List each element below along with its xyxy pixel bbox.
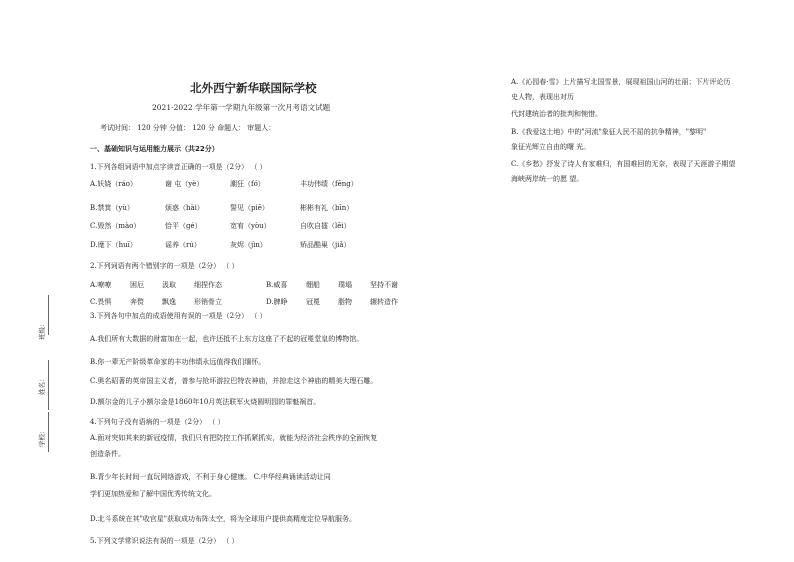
q1-stem: 1.下列各组词语中加点字读音正确的一项是（2分） （ ） — [90, 163, 267, 171]
q4-b-line2: 学们更加热爱和了解中国优秀传统文化。 — [90, 490, 216, 498]
q4-b-line1: B.青少年长时间一直玩网络游戏，不利于身心健康。 C.中华经典诵读活动让同 — [90, 473, 331, 481]
exam-subtitle: 2021-2022 学年第一学期九年级第一次月考语文试题 — [152, 103, 331, 112]
class-label: 班级： — [38, 320, 46, 340]
binding-line-bottom — [48, 412, 49, 452]
q5-stem: 5.下列文学常识说法有误的一项是（2分） （ ） — [90, 537, 239, 545]
q2-stem: 2.下列词语有两个错别字的一项是（2分） （ ） — [90, 262, 239, 270]
q2-r2-8: 辗转造作 — [370, 298, 398, 306]
q1-d-1: D.麾下（huī） — [90, 241, 137, 249]
binding-line-top — [48, 295, 49, 335]
right-a-line2: 史人物，表现出对历 — [511, 93, 574, 101]
q2-r2-4: 形销骨立 — [194, 298, 222, 306]
section-heading: 一、基础知识与运用能力展示（共22分） — [90, 145, 219, 153]
q3-c: C.奥名昭著的英帝国主义者，普参与抢坏游拉巴特农神庙，并掠走这个神庙的精美大理石雕。 — [90, 377, 378, 385]
q1-d-3: 灰烬（jìn） — [230, 241, 267, 249]
q2-r1-1: A.嘹嘹 — [90, 281, 112, 289]
q1-c-3: 宽宥（yòu） — [230, 222, 271, 230]
q1-d-4: 矫品酷巢（jiǎ） — [300, 241, 351, 249]
right-a-line1: A.《沁园春·雪》上片描写北国雪景，展现祖国山河的壮丽；下片评论历 — [511, 78, 731, 86]
q4-a-line2: 创造条件。 — [90, 450, 125, 458]
right-c-line1: C.《乡愁》抒发了诗人有家难归，有国难回的无奈，表现了天涯游子期望 — [511, 160, 736, 168]
q1-a-3: 潮狂（fó） — [230, 180, 265, 188]
q1-b-4: 彬彬有礼（bīn） — [300, 204, 354, 212]
q3-b: B.你一辈无产阶级革命家的丰功伟绩永远值得我们缅怀。 — [90, 358, 266, 366]
q1-c-4: 自吹自擂（lěi） — [300, 222, 351, 230]
q2-r1-2: 困厄 — [130, 281, 144, 289]
q2-r2-5: D.脾睁 — [266, 298, 288, 306]
q2-r1-3: 汲取 — [162, 281, 176, 289]
q2-r2-1: C.畏惧 — [90, 298, 112, 306]
q1-b-2: 烦惑（hài） — [165, 204, 204, 212]
q2-r1-5: B.威喜 — [266, 281, 288, 289]
name-label: 姓名： — [38, 375, 46, 395]
right-b-line1: B.《我爱这土地》中的"河流"象征人民不屈的抗争精神，"黎明" — [511, 128, 707, 136]
page-title: 北外西宁新华联国际学校 — [190, 81, 317, 95]
q1-a-2: 谢 屯（yè） — [165, 180, 204, 188]
q3-stem: 3.下列各句中加点的成语使用有误的一项是（2分） （ ） — [90, 312, 267, 320]
q1-c-2: 恰平（gé） — [165, 222, 202, 230]
q2-r2-2: 奔赘 — [130, 298, 144, 306]
right-c-line2: 海峡两岸统一的愿 望。 — [511, 175, 584, 183]
q2-r1-8: 坚持不谢 — [370, 281, 398, 289]
q4-a-line1: A.面对突如其来的新冠疫情，我们只有把防控工作抓紧抓实，就能为经济社会秩序的全面恢复 — [90, 434, 378, 442]
q1-b-1: B.禁箕（yù） — [90, 204, 134, 212]
school-label: 学校： — [38, 427, 46, 447]
q3-d: D.额尔金的儿子小额尔金是1860年10月英法联军火烧圆明园的罪魁祸首。 — [90, 398, 321, 406]
q2-r1-4: 细捏作态 — [194, 281, 222, 289]
q2-r2-6: 冠冕 — [306, 298, 320, 306]
right-a-line3: 代封建统治者的批判和惋惜。 — [511, 110, 602, 118]
q2-r2-7: 脂物 — [338, 298, 352, 306]
q1-a-1: A.妖娆（ráo） — [90, 180, 138, 188]
q1-d-2: 谣养（rú） — [165, 241, 201, 249]
q1-a-4: 丰功伟绩（fēng） — [300, 180, 358, 188]
q3-a: A.我们所有大数据的财富加在一起，也许还抵不上东方这座了不起的冠冕堂皇的博物馆。 — [90, 335, 364, 343]
q4-stem: 4.下列句子没有语病的一项是（2分） （ ） — [90, 418, 225, 426]
exam-info: 考试时间： 120 分钟 分值： 120 分 命题人： 审题人： — [100, 124, 276, 132]
q2-r1-7: 璞塌 — [338, 281, 352, 289]
q4-d: D.北斗系统在其"收官星"获取成功布阵太空，将为全球用户提供高精度定位导航服务。 — [90, 515, 357, 523]
binding-line-mid — [48, 360, 49, 410]
q1-b-3: 誓见（piē） — [230, 204, 269, 212]
q2-r1-6: 绷船 — [306, 281, 320, 289]
right-b-line2: 象征光辉立自由的曙 光。 — [511, 143, 591, 151]
q1-c-1: C.毁然（mào） — [90, 222, 141, 230]
q2-r2-3: 飘逸 — [162, 298, 176, 306]
